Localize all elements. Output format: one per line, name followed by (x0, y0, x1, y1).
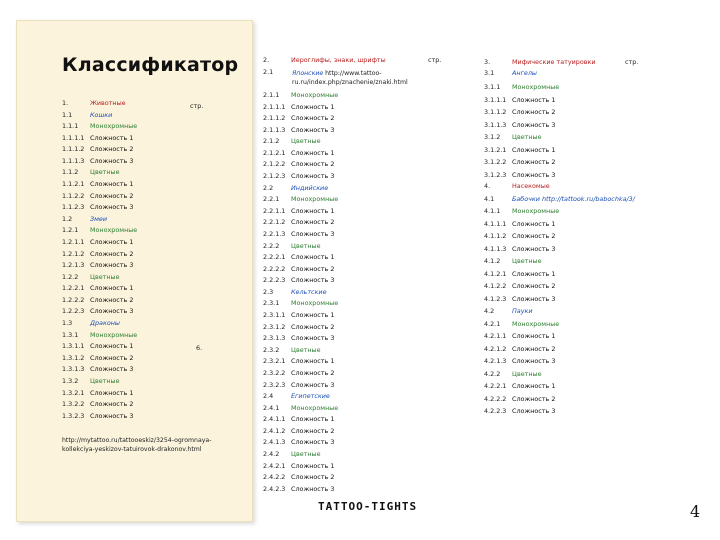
item-number: 1.1.2.1 (62, 180, 85, 189)
page-title: Классификатор (62, 54, 239, 76)
item-label: Сложность 2 (512, 158, 556, 166)
item-label: Сложность 2 (291, 426, 335, 435)
item-number: 2.4.1.3 (263, 438, 286, 447)
item-number: 1.1 (62, 110, 73, 119)
item-number: 1.3.1.1 (62, 342, 85, 351)
item-label: Монохромные (90, 330, 138, 339)
footer-brand: TATTOO-TIGHTS (318, 500, 418, 513)
item-label: Сложность 3 (291, 334, 335, 343)
item-number: 4.1.1.2 (484, 232, 507, 240)
item-label: Сложность 2 (512, 108, 556, 116)
item-label: Сложность 3 (291, 484, 335, 493)
item-label: Сложность 1 (291, 415, 335, 424)
item-label: Сложность 3 (90, 261, 134, 270)
page-number: 4 (690, 502, 701, 521)
item-label: Сложность 2 (291, 114, 335, 123)
item-label: Сложность 2 (90, 400, 134, 409)
item-number: 2.4.2.1 (263, 461, 286, 470)
item-number: 1.1.1 (62, 122, 79, 131)
item-number: 1.2.2.1 (62, 284, 85, 293)
item-number: 3.1.2 (484, 133, 501, 141)
item-label: Сложность 2 (90, 295, 134, 304)
item-label: Сложность 3 (291, 172, 335, 181)
item-number: 2.4 (263, 392, 274, 401)
item-label: Сложность 3 (512, 357, 556, 365)
item-number: 4.1.1.1 (484, 219, 507, 228)
item-label: Сложность 3 (512, 407, 556, 415)
item-number: 1.3.2.3 (62, 411, 85, 420)
item-label: Монохромные (90, 122, 138, 131)
item-label: Цветные (90, 168, 120, 177)
item-number: 2.1.2 (263, 137, 280, 146)
item-number: 1. (62, 99, 69, 107)
item-number: 1.2.2.2 (62, 295, 85, 304)
item-label: Змеи (90, 214, 108, 223)
item-label: Сложность 2 (291, 160, 335, 169)
item-number: 2.1.1 (263, 91, 280, 99)
item-number: 2.3.1.1 (263, 311, 286, 320)
item-number: 2.2.1.3 (263, 229, 286, 238)
item-label: Сложность 2 (291, 264, 335, 273)
item-number: 4.2 (484, 307, 495, 315)
item-number: 2.1.1.2 (263, 114, 286, 123)
item-number: 2.2.2.2 (263, 264, 286, 273)
item-number: 2.3 (263, 287, 274, 296)
item-number: 2.4.1.1 (263, 415, 286, 424)
item-label: Сложность 1 (90, 133, 134, 142)
item-number: 2.1.2.3 (263, 172, 286, 181)
item-number: 2.2.1 (263, 195, 280, 204)
item-number: 1.2.1.3 (62, 261, 85, 270)
item-number: 4.2.2.1 (484, 382, 507, 390)
col1-url[interactable]: http://mytattoo.ru/tattooeskiz/3254-ogromnaya-kollekciya-yeskizov-tatuirovok-drakonov.html (62, 437, 212, 453)
item-number: 2.1 (263, 68, 274, 76)
item-label: Сложность 3 (291, 276, 335, 285)
item-label: Сложность 3 (90, 411, 134, 420)
item-label: Цветные (291, 449, 321, 458)
item-number: 1.3.1 (62, 330, 79, 339)
item-number: 4.1.1.3 (484, 244, 507, 253)
item-label: Сложность 1 (90, 342, 134, 351)
item-label: Цветные (512, 133, 542, 141)
item-number: 2.4.2.3 (263, 484, 286, 493)
item-label: Сложность 1 (512, 269, 556, 278)
item-number: 4.2.2.2 (484, 394, 507, 403)
item-label: Иероглифы, знаки, шрифты (291, 56, 386, 64)
item-number: 1.3.1.3 (62, 365, 85, 374)
item-number: 4.1.1 (484, 207, 501, 215)
item-number: 1.3.1.2 (62, 353, 85, 362)
item-label: Монохромные (291, 403, 339, 412)
item-label: Бабочки http://tattook.ru/babochka/3/ (512, 194, 635, 203)
col2-url[interactable] (292, 69, 422, 87)
item-number: 3.1.2.3 (484, 170, 507, 179)
item-label: Сложность 2 (90, 249, 134, 258)
col1-page-ref: 6. (196, 344, 203, 352)
item-label: Драконы (90, 319, 120, 328)
col3-page-label: стр. (625, 58, 639, 66)
item-label: Сложность 2 (291, 368, 335, 377)
item-label: Сложность 1 (291, 461, 335, 470)
item-number: 2.2.2 (263, 241, 280, 250)
item-label: Монохромные (512, 83, 560, 91)
item-label: Сложность 1 (90, 388, 134, 397)
col2-url-text: http://www.tattoo-ru.ru/index.php/znachenie/znaki.html (292, 70, 408, 86)
item-label: Сложность 2 (90, 191, 134, 200)
item-number: 1.2.2 (62, 272, 79, 281)
item-label: Сложность 3 (90, 365, 134, 374)
item-label: Сложность 1 (291, 102, 335, 111)
item-number: 4. (484, 182, 491, 190)
item-label: Цветные (90, 272, 120, 281)
item-label: Сложность 3 (512, 244, 556, 253)
item-number: 2.1.1.3 (263, 125, 286, 134)
item-label: Сложность 3 (291, 125, 335, 134)
item-number: 1.3.2.1 (62, 388, 85, 397)
item-number: 1.2.2.3 (62, 307, 85, 316)
item-number: 2.3.2.2 (263, 368, 286, 377)
item-number: 2.4.1 (263, 403, 280, 412)
item-number: 4.1 (484, 194, 495, 203)
item-number: 3.1.1.1 (484, 95, 507, 104)
item-number: 4.2.2 (484, 369, 501, 378)
item-label: Сложность 2 (291, 473, 335, 482)
item-number: 4.2.1.1 (484, 332, 507, 340)
item-number: 1.2.1 (62, 226, 79, 235)
item-number: 2.2 (263, 183, 274, 192)
item-label: Сложность 3 (291, 229, 335, 238)
item-number: 4.1.2.2 (484, 282, 507, 290)
item-number: 4.2.1.2 (484, 344, 507, 353)
item-label: Сложность 2 (291, 218, 335, 227)
item-number: 1.1.2.2 (62, 191, 85, 200)
item-label: Сложность 1 (291, 206, 335, 215)
item-label: Животные (90, 99, 126, 107)
item-label: Сложность 1 (90, 237, 134, 246)
item-label: Ангелы (512, 69, 537, 77)
item-number: 2.4.2.2 (263, 473, 286, 482)
item-label: Монохромные (291, 195, 339, 204)
item-label: Монохромные (512, 319, 560, 328)
item-number: 2.2.1.2 (263, 218, 286, 227)
item-number: 4.2.2.3 (484, 407, 507, 415)
item-label: Сложность 3 (291, 380, 335, 389)
item-label: Сложность 2 (512, 344, 556, 353)
item-label: Цветные (512, 369, 542, 378)
item-label: Сложность 2 (90, 145, 134, 154)
item-number: 3.1.1 (484, 83, 501, 91)
item-label: Сложность 1 (291, 311, 335, 320)
item-label: Сложность 1 (291, 148, 335, 157)
item-label: Цветные (512, 257, 542, 265)
item-label: Насекомые (512, 182, 550, 190)
item-number: 2.3.1.3 (263, 334, 286, 343)
item-number: 1.1.2 (62, 168, 79, 177)
item-label: Сложность 3 (90, 203, 134, 212)
item-number: 2.3.1 (263, 299, 280, 308)
item-label: Цветные (90, 376, 120, 385)
item-number: 4.2.1 (484, 319, 501, 328)
item-label: Сложность 2 (512, 232, 556, 240)
item-number: 1.3 (62, 319, 73, 328)
item-number: 1.1.1.2 (62, 145, 85, 154)
item-number: 1.3.2.2 (62, 400, 85, 409)
item-number: 1.2.1.1 (62, 237, 85, 246)
col2-page-label: стр. (428, 56, 442, 64)
item-number: 2. (263, 56, 270, 64)
item-label: Монохромные (90, 226, 138, 235)
item-label: Мифические татуировки (512, 58, 596, 66)
item-number: 3. (484, 58, 491, 66)
item-number: 2.1.1.1 (263, 102, 286, 111)
item-label: Сложность 3 (90, 307, 134, 316)
item-label: Сложность 3 (512, 170, 556, 179)
item-number: 4.1.2.1 (484, 269, 507, 278)
item-label: Сложность 2 (512, 282, 556, 290)
item-label: Сложность 3 (512, 294, 556, 303)
item-number: 3.1.2.1 (484, 145, 507, 154)
item-number: 1.1.1.1 (62, 133, 85, 142)
item-number: 2.3.2.3 (263, 380, 286, 389)
item-label: Сложность 1 (512, 382, 556, 390)
item-label: Сложность 3 (90, 156, 134, 165)
item-label: Сложность 1 (90, 180, 134, 189)
item-label: Сложность 1 (90, 284, 134, 293)
item-label: Сложность 3 (291, 438, 335, 447)
item-number: 3.1.1.2 (484, 108, 507, 116)
item-label: Монохромные (291, 91, 339, 99)
item-label: Египетские (291, 392, 330, 401)
item-label: Сложность 1 (291, 357, 335, 366)
item-label: Индийские (291, 183, 329, 192)
item-number: 2.1.2.1 (263, 148, 286, 157)
item-label: Монохромные (512, 207, 560, 215)
item-label: Монохромные (291, 299, 339, 308)
item-number: 1.1.2.3 (62, 203, 85, 212)
item-number: 2.2.2.1 (263, 253, 286, 262)
item-number: 2.2.2.3 (263, 276, 286, 285)
item-label: Цветные (291, 241, 321, 250)
item-number: 2.2.1.1 (263, 206, 286, 215)
item-number: 1.2.1.2 (62, 249, 85, 258)
item-label: Сложность 1 (512, 95, 556, 104)
item-number: 3.1 (484, 69, 495, 77)
item-number: 2.3.1.2 (263, 322, 286, 331)
item-label: Пауки (512, 307, 533, 315)
item-number: 2.3.2 (263, 345, 280, 354)
item-number: 1.3.2 (62, 376, 79, 385)
item-number: 1.2 (62, 214, 73, 223)
item-number: 1.1.1.3 (62, 156, 85, 165)
col1-page-label: стр. (190, 102, 204, 110)
item-number: 3.1.2.2 (484, 158, 507, 166)
item-label: Цветные (291, 345, 321, 354)
item-label: Сложность 1 (512, 219, 556, 228)
item-label: Сложность 2 (512, 394, 556, 403)
item-number: 2.4.2 (263, 449, 280, 458)
item-number: 3.1.1.3 (484, 120, 507, 129)
col2-url-label: Японские (292, 70, 324, 77)
item-label: Сложность 2 (90, 353, 134, 362)
item-label: Сложность 1 (512, 145, 556, 154)
item-label: Цветные (291, 137, 321, 146)
item-number: 2.1.2.2 (263, 160, 286, 169)
item-label: Сложность 1 (291, 253, 335, 262)
item-label: Сложность 2 (291, 322, 335, 331)
item-label: Кельтские (291, 287, 327, 296)
item-number: 4.2.1.3 (484, 357, 507, 365)
item-label: Кошки (90, 110, 113, 119)
item-number: 4.1.2.3 (484, 294, 507, 303)
item-label: Сложность 1 (512, 332, 556, 340)
item-label: Сложность 3 (512, 120, 556, 129)
item-number: 2.4.1.2 (263, 426, 286, 435)
item-number: 4.1.2 (484, 257, 501, 265)
item-number: 2.3.2.1 (263, 357, 286, 366)
